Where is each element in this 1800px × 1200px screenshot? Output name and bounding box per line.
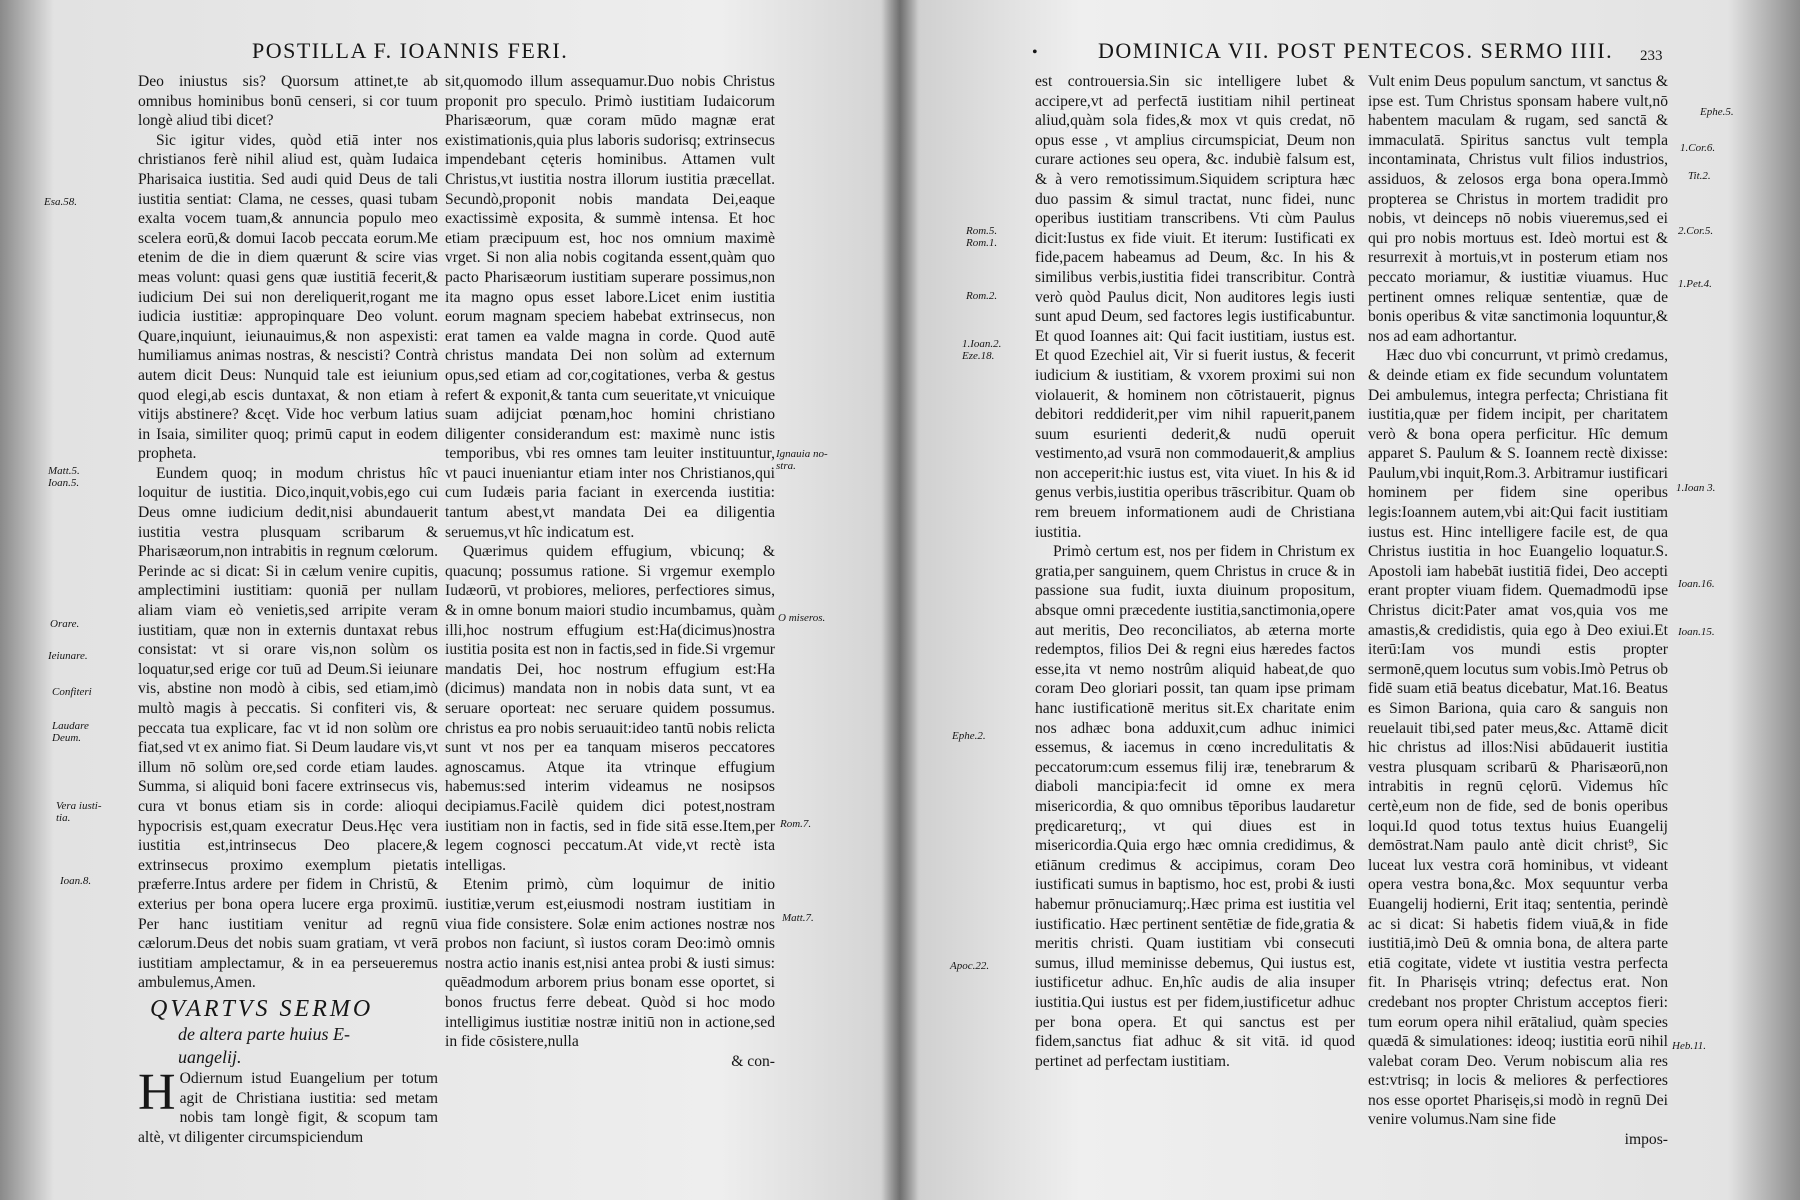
- paragraph: Hæc duo vbi concurrunt, vt primò credamus, & deinde etiam ex fide secundum voluntatem Dei ambulemus, integra perfecta; Christiana fit iustitia,quæ per fidem incipit, per charitatem verò & bona opera perficitur. Hîc demum apparet S. Paulum & S. Ioannem rectè dixisse: Paulum,vbi inquit,Rom.3. Arbitramur iustificari hominem per fidem sine operibus legis:Ioannem autem,vbi ait:Qui facit iustitiam iustus est. Hinc intelligere facile est, de qua Christus iustitia in hoc Euangelio loquatur.S. Apostoli iam habebāt iustitiā fidei, Deo accepti erant propter viuam fidem. Quemadmodū ipse Christus dicit:Pater amat vos,quia vos me amastis,& credidistis, quia ego à Deo exiui.Et iterū:Iam vos mundi estis propter sermonē,quem locutus sum vobis.Imò Petrus ob fidē suam etiā beatus dicebatur, Mat.16. Beatus es Simon Bariona, quia caro & sanguis non reuelauit tibi,sed pater meus,&c. Attamē dicit hic christus ad illos:Nisi abūdauerit iustitia vestra plusquam scribarū & Pharisæorū,non intrabitis in regnū cęlorū. Videmus hîc certè,eum non de fide, sed de bonis operibus loqui.Id quod totus textus huius Euangelij demōstrat.Nam paulo antè dicit christ⁹, Sic luceat lux vestra corā hominibus, vt videant opera vestra bona,&c. Mox sequuntur verba Euangelij hodierni, Erit itaq; sententia, perindè ac si dicat: Si habetis fidem viuā,& in fide iustitiā,imò Deū & omnia bona, de altera parte etiā cogitate, videte vt iustitia vestra perfecta fit. In Pharisęis vtrinq; defectus erat. Non credebant nos propter Christum acceptos fieri: tum eorum opera nihil erātaliud, quàm species quædā & simulationes: ideoq; iustitia eorū nihil valebat coram Deo. Verum nobiscum alia res est:vtrisq; in locis & meliores & perfectiores nos esse oportet Pharisęis,si modò in regnū Dei venire volumus.Nam sine fide: [1368, 347, 1668, 1129]
- paragraph: Primò certum est, nos per fidem in Christum ex gratia,per sanguinem, quem Christus in cruce & in passione sua fudit, iuxta diuinum propositum, absque omni præcedente iustitia,sanctimonia,opere aut meritis, Deo reconciliatos, ab æterna morte redemptos, filios Dei & regni eius hæredes factos esse,ita vt nemo nostrûm aliquid habeat,de quo coram Deo gloriari possit, tan quam ipse primam hanc iustificationē meritus sit.Ex charitate enim nos adhæc bona adduxit,cum adhuc inimici essemus, & iacemus in cœno incredulitatis & peccatorum:cum essemus filij iræ, tenebrarum & diaboli mancipia:fecit id omne ex mera misericordia, & quo omnibus tēporibus laudaretur prędicareturq;, vt qui diues est in misericordia.Quia ergo hæc omnia credidimus, & etiānum credimus & accipimus, coram Deo iustificati sumus in baptismo, hoc est, probi & iusti habemur prōnuciamurq;.Hæc prima est iustitia vel iustificatio. Hæc pertinent sentētiæ de fide,gratia & meritis christi. Quam iustitiam vbi consecuti sumus, illud meminisse debemus, Qui iustus est, iustificetur adhuc. En,hîc audis de alia insuper iustitia.Qui iustus est per fidem,iustificetur adhuc per bona opera. Et qui sanctus est per fidem,sanctus fiat adhuc & sit vitā. id quod pertinet ad perfectam iustitiam.: [1035, 543, 1355, 1070]
- margin-note: Rom.5. Rom.1.: [966, 225, 998, 249]
- margin-note: 1.Pet.4.: [1678, 278, 1712, 290]
- margin-note: Ioan.8.: [60, 875, 92, 887]
- sermon-title: QVARTVS SERMO: [150, 995, 374, 1022]
- paragraph: Etenim primò, cùm loquimur de initio iustitiæ,verum est,eiusmodi nostram iustitiam in viua fide consistere. Solæ enim actiones nostræ nos probos non faciunt, sì iustos coram Deo:imò omnis nostra actio inanis est,nisi antea probi & iusti simus: quēadmodum arborem prius bonam esse oportet, si bonos fructus ferre debeat. Quòd si hoc modo intelligimus iustitiæ nostræ initiū non in actione,sed in fide cōsistere,nulla: [445, 876, 775, 1051]
- right-page: [910, 0, 1800, 1200]
- paragraph: Quærimus quidem effugium, vbicunq; & quacunq; possumus ratione. Si vrgemur exemplo Iudæorū, vt probiores, meliores, perfectiores simus, & in omne bonum maiori studio incumbamus, quàm illi,hoc nostrum effugium est:Ha(dicimus)nostra iustitia posita est non in factis,sed in fide.Si vrgemur mandatis Dei, hoc nostrum effugium est:Ha (dicimus) mandata non in nobis data sunt, vt ea seruare oporteat: nec seruare quidem possumus. christus ea pro nobis seruauit:ideo tantū nobis relicta sunt vt nos per ea tanquam miseros peccatores agnoscamus. Atque ita vtrinque effugium habemus:sed interim videamus ne nosipsos decipiamus.Facilè quidem dici potest,nostram iustitiam non in factis, sed in fide sitā esse.Item,per legem cognosci peccatum.At vide,vt rectè ista intelligas.: [445, 543, 775, 874]
- margin-note: 1.Ioan.2. Eze.18.: [962, 338, 1002, 362]
- margin-note: Ioan.16.: [1678, 578, 1715, 590]
- left-column-1: [138, 72, 438, 1147]
- right-column-1: [1035, 72, 1355, 1071]
- catchword: impos-: [1624, 1131, 1668, 1149]
- margin-note: Ioan.15.: [1678, 626, 1715, 638]
- margin-note: Vera iusti- tia.: [56, 800, 102, 824]
- paragraph: Deo iniustus sis? Quorsum attinet,te ab omnibus hominibus bonū censeri, si cor tuum longè aliud tibi dicet?: [138, 73, 438, 130]
- left-column-2: [445, 72, 775, 1071]
- margin-note: Ephe.5.: [1700, 106, 1734, 118]
- left-page: [0, 0, 890, 1200]
- paragraph: Eundem quoq; in modum christus hîc loquitur de iustitia. Dico,inquit,vobis,ego cui Deus omne iudicium dedit,nisi abundauerit iustitia vestra plusquam scribarum & Pharisæorum,non intrabitis in regnum cœlorum. Perinde ac si dicat: Si in cælum venire cupitis, amplectimini iustitiam: quoniā per nullam aliam viam eò venietis,sed arripite veram iustitiam, quæ non in externis duntaxat rebus consistat: vt si orare vis,non solùm os loquatur,sed erige cor tuū ad Deum.Si ieiunare vis, abstine non modò à cibis, sed etiam,imò multò magis à peccatis. Si confiteri vis, & peccata tua explicare, fac vt id non solùm ore fiat,sed vt ex animo fiat. Si Deum laudare vis,vt illum nō solùm ore,sed corde etiam laudes. Summa, si aliquid boni facere extrinsecus vis, cura vt bonus etiam sis in corde: alioqui hypocrisis est,quam execratur Deus.Hęc vera iustitia est,intrinsecus Deo placere,& extrinsecus proximo exemplum pietatis præferre.Intus ardere per fidem in Christū, & exterius per bona opera lucere erga proximū. Per hanc iustitiam venitur ad regnū cælorum.Deus det nobis suam gratiam, vt verā iustitiam amplectamur, & in ea perseueremus ambulemus,Amen.: [138, 464, 438, 992]
- margin-note: Laudare Deum.: [52, 720, 89, 744]
- drop-cap: H: [138, 1063, 176, 1121]
- margin-note: Matt.7.: [782, 912, 814, 924]
- margin-note: O miseros.: [778, 612, 826, 624]
- margin-note: 1.Cor.6.: [1680, 142, 1716, 154]
- right-running-head: DOMINICA VII. POST PENTECOS. SERMO IIII.: [1098, 38, 1614, 63]
- margin-note: Apoc.22.: [950, 960, 990, 972]
- paragraph-text: Odiernum istud Euangelium per totum agit de Christiana iustitia: sed metam nobis tam longè figit, & scopum tam altè, vt diligenter circumspiciendum: [138, 1069, 438, 1146]
- sermon-subtitle-line-2: uangelij.: [178, 1046, 242, 1067]
- page-number: 233: [1640, 48, 1663, 64]
- paragraph: Sic igitur vides, quòd etiā inter nos christianos ferè nihil aliud est, quàm Iudaica Pharisaica iustitia. Sed audi quid Deus de tali iustitia sentiat: Clama, ne cesses, quasi tubam exalta vocem tuam,& annuncia populo meo scelera eorū,& domui Iacob peccata eorum.Me etenim de die in diem quærunt & scire vias meas volunt: quasi gens quæ iustitiā fecerit,& iudicium Dei sui non dereliquerit,rogant me iudicia iustitiæ: appropinquare Deo volunt. Quare,inquiunt, ieiunauimus,& non aspexisti: humiliamus animas nostras, & nescisti? Contrà autem dicit Deus: Nunquid tale est ieiunium quod elegi,ab escis duntaxat, & non etiam à vitijs abstinere? &cęt. Vide hoc verbum latius in Isaia, similiter quoq; primū caput in eodem propheta.: [138, 131, 438, 463]
- margin-note: Tit.2.: [1688, 170, 1711, 182]
- margin-note: Matt.5. Ioan.5.: [48, 465, 80, 489]
- margin-note: 2.Cor.5.: [1678, 225, 1714, 237]
- paragraph: Vult enim Deus populum sanctum, vt sanctus & ipse est. Tum Christus sponsam habere vult,nō habentem maculam & rugam, sed sanctā & immaculatā. Spiritus sanctus vult templa incontaminata, Christus vult filios industrios, assiduos, & zelosos erga bona opera.Immò propterea se Christus in mortem tradidit pro nobis, vt deinceps nō nobis viueremus,sed ei qui pro nobis mortuus est. Ideò mortui est & resurrexit à mortuis,vt in posterum etiam nos peccato moriamur, & iustitiæ viuamus. Huc pertinent omnes reliquæ sententiæ, quæ de bonis operibus & vitæ sanctimonia loquuntur,& nos ad eam adhortantur.: [1368, 73, 1668, 345]
- margin-note: Esa.58.: [44, 196, 77, 208]
- margin-note: Rom.2.: [966, 290, 998, 302]
- margin-note: Orare.: [50, 618, 80, 630]
- margin-note: 1.Ioan 3.: [1676, 482, 1716, 494]
- margin-note: Ignauia no- stra.: [776, 448, 828, 472]
- left-running-head: POSTILLA F. IOANNIS FERI.: [252, 38, 569, 63]
- margin-note: Ieiunare.: [48, 650, 88, 662]
- ornament-dot: •: [1032, 44, 1038, 61]
- margin-note: Rom.7.: [780, 818, 812, 830]
- margin-note: Confiteri: [52, 686, 92, 698]
- right-column-2: [1368, 72, 1668, 1150]
- margin-note: Ephe.2.: [952, 730, 986, 742]
- paragraph: est controuersia.Sin sic intelligere lubet & accipere,vt ad perfectā iustitiam nihil pertineat aliud,quàm sola fides,& mox vt quis credat, nō opus esse , vt amplius circumspiciat, Deum non curare actiones seu opera, &c. indubiè falsum est, & à vero remotissimum.Siquidem scriptura hæc duo passim & simul tractat, nunc fidei, nunc operibus iustitiam transcribens. Vti cùm Paulus dicit:Iustus ex fide viuit. Et iterum: Iustificati ex fide,pacem habeamus ad Deum, &c. In his & similibus verbis,iustitia fidei transcribitur. Contrà verò quòd Paulus dicit, Non auditores legis iusti sunt apud Deum, sed factores legis iustificabuntur. Et quod Ioannes ait: Qui facit iustitiam, iustus est. Et quod Ezechiel ait, Vir si fuerit iustus, & fecerit iudicium & iustitiam, & vxorem proximi sui non violauerit, & hominem non cōtristauerit, pignus debitori reddiderit,per vim nihil rapuerit,panem suum esurienti dederit,& nudū operuit vestimento,ad vsurā non commodauerit,& amplius non acceperit:hic iustus est, vita viuet. In his & id genus verbis,iustitia operibus trāscribitur. Quam ob rem breuem informationem audi de Christiana iustitia.: [1035, 73, 1355, 541]
- paragraph: sit,quomodo illum assequamur.Duo nobis Christus proponit pro speculo. Primò iustitiam Iudaicorum Pharisæorum, quæ coram mūdo magnæ erat existimationis,quia plus laboris sudorisq; extrinsecus impendebant cęteris hominibus. Attamen vult Christus,vt iustitia nostra illorum iustitia præcellat. Secundò,proponit nobis mandata Dei,eaque exactissimè exposita, & summè intensa. Et hoc etiam præcipuum est, hoc nos omnium maximè vrget. Si non alia nobis cogitanda essent,quàm quo pacto Pharisæorum iustitiam superare possimus,non ita magno opus esset labore.Licet enim iustitia eorum magnam speciem habebat extrinsecus, non erat tamen ea valde magna in corde. Quod autē christus mandata Dei non solùm ad externum opus,sed etiam ad cor,cogitationes, verba & gestus refert & exponit,& tanta cum seueritate,vt vnicuique suam adijciat pœnam,hoc homini christiano diligenter considerandum est: maximè nunc istis temporibus, vbi res omnes tam leuiter instituuntur, vt pauci inueniantur etiam inter nos Christianos,qui cum Iudæis paria faciant in exercenda iustitia: tantum abest,vt mandata Dei ea diligentia seruemus,vt hîc indicatum est.: [445, 73, 775, 541]
- paragraph-with-dropcap: [138, 1063, 438, 1147]
- margin-note: Heb.11.: [1672, 1040, 1707, 1052]
- catchword: & con-: [731, 1052, 775, 1070]
- sermon-subtitle-line-1: de altera parte huius E-: [178, 1023, 350, 1044]
